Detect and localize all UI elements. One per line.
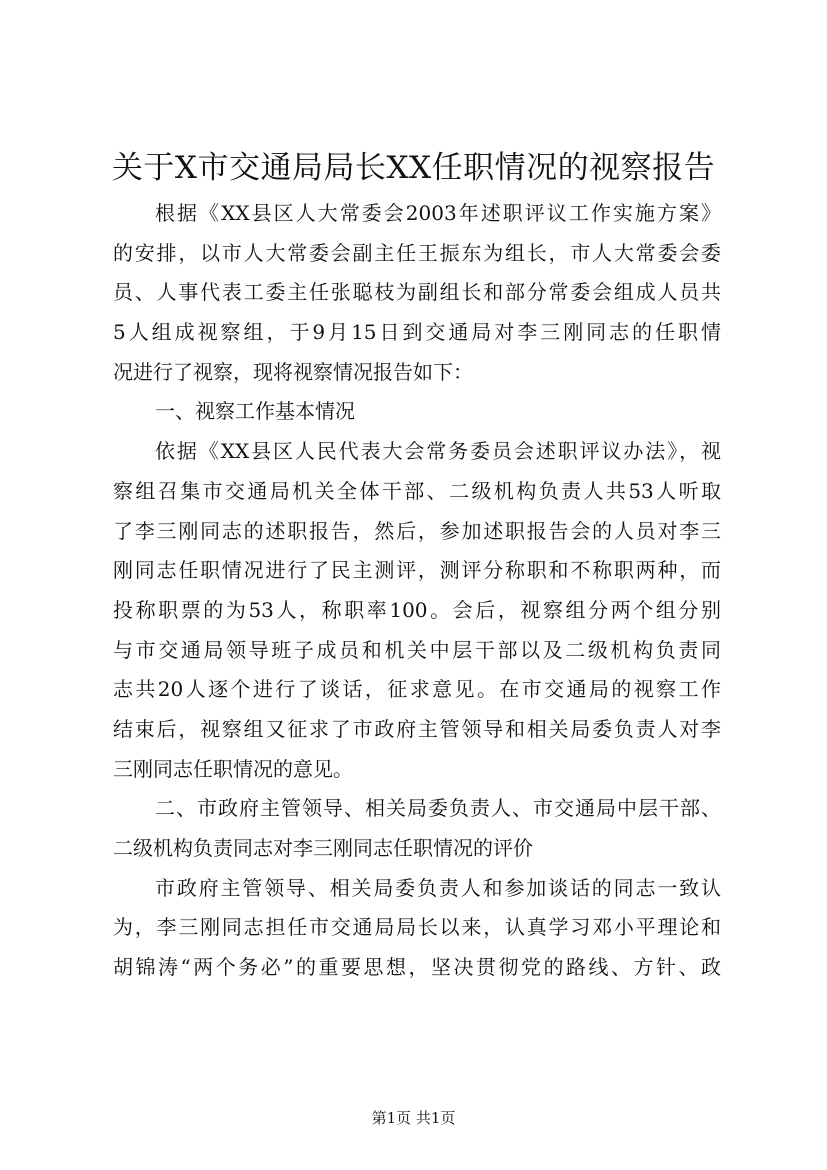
document-body [113, 194, 721, 988]
body-line: 了李三刚同志的述职报告，然后，参加述职报告会的人员对李三 [113, 518, 721, 543]
body-line: 的安排，以市人大常委会副主任王振东为组长，市人大常委会委 [113, 240, 721, 265]
body-line: 志共20人逐个进行了谈话，征求意见。在市交通局的视察工作 [113, 677, 721, 702]
body-line: 胡锦涛“两个务必”的重要思想，坚决贯彻党的路线、方针、政 [113, 955, 721, 980]
body-line: 三刚同志任职情况的意见。 [113, 756, 353, 781]
body-line: 为，李三刚同志担任市交通局局长以来，认真学习邓小平理论和 [113, 915, 721, 940]
body-line: 依据《XX县区人民代表大会常务委员会述职评议办法》，视 [155, 439, 721, 464]
document-title: 关于X市交通局局长XX任职情况的视察报告 [111, 150, 716, 186]
body-line: 根据《XX县区人大常委会2003年述职评议工作实施方案》 [155, 201, 721, 225]
page-footer: 第1页 共1页 [371, 1109, 456, 1127]
body-line: 察组召集市交通局机关全体干部、二级机构负责人共53人听取 [113, 478, 721, 503]
body-line: 员、人事代表工委主任张聪枝为副组长和部分常委会组成人员共 [113, 280, 721, 305]
body-line: 投称职票的为53人，称职率100。会后，视察组分两个组分别 [113, 597, 721, 622]
body-line: 5人组成视察组，于9月15日到交通局对李三刚同志的任职情 [113, 320, 721, 345]
body-line: 与市交通局领导班子成员和机关中层干部以及二级机构负责同 [113, 637, 721, 662]
body-line: 二级机构负责同志对李三刚同志任职情况的评价 [113, 836, 533, 860]
body-line: 一、视察工作基本情况 [155, 399, 355, 424]
body-line: 结束后，视察组又征求了市政府主管领导和相关局委负责人对李 [113, 716, 721, 741]
body-line: 况进行了视察，现将视察情况报告如下： [113, 359, 473, 384]
body-line: 二、市政府主管领导、相关局委负责人、市交通局中层干部、 [155, 796, 721, 821]
body-line: 刚同志任职情况进行了民主测评，测评分称职和不称职两种，而 [113, 558, 721, 583]
body-line: 市政府主管领导、相关局委负责人和参加谈话的同志一致认 [155, 875, 721, 900]
